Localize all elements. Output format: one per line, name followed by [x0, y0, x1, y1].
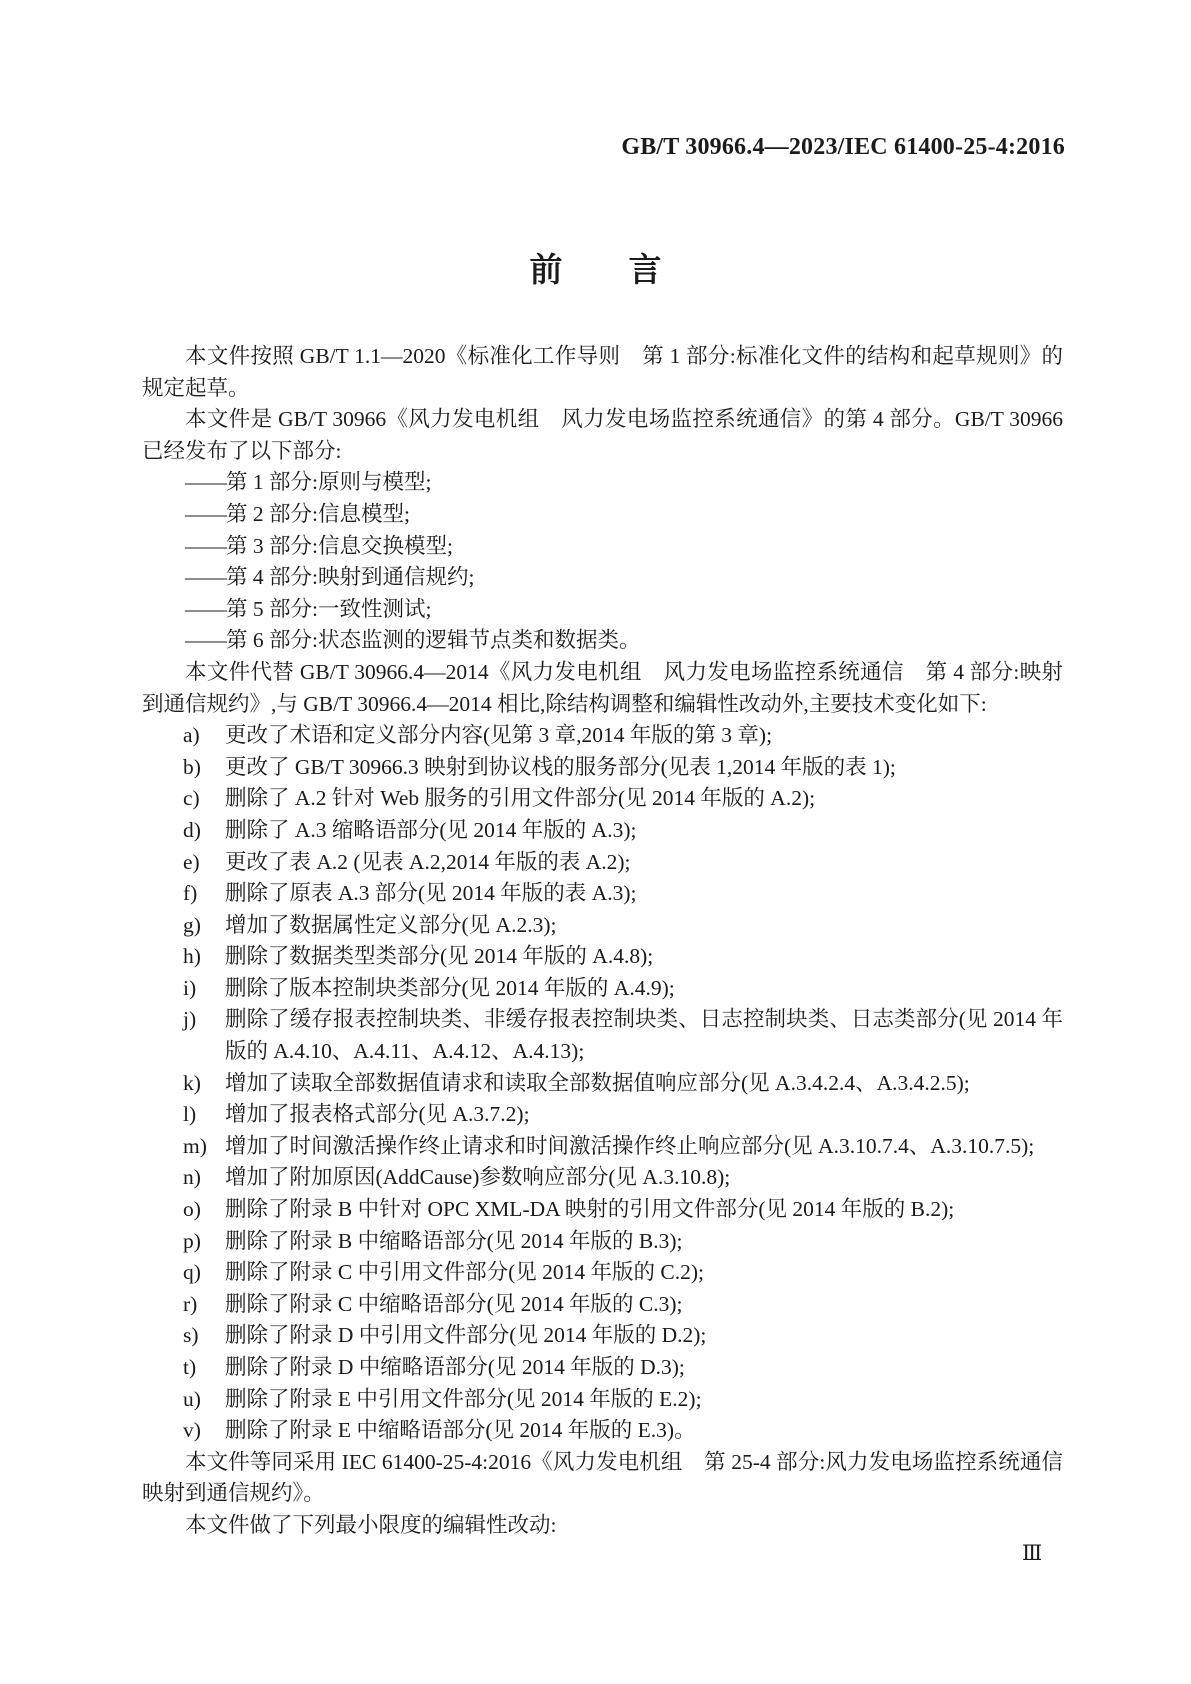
list-item-text: 增加了时间激活操作终止请求和时间激活操作终止响应部分(见 A.3.10.7.4、A.3.10.7.5); — [225, 1133, 1035, 1158]
change-list-item — [142, 847, 1063, 879]
list-item-text: 删除了 A.2 针对 Web 服务的引用文件部分(见 2014 年版的 A.2); — [225, 786, 816, 811]
list-item-text: 第 2 部分:信息模型; — [226, 501, 410, 526]
change-list-item — [142, 1226, 1063, 1258]
change-list-item — [142, 1068, 1063, 1100]
dash-marker: —— — [185, 470, 226, 495]
change-list-item — [142, 941, 1063, 973]
list-item-text: 删除了缓存报表控制块类、非缓存报表控制块类、日志控制块类、日志类部分(见 2014 年版的 A.4.10、A.4.11、A.4.12、A.4.13); — [225, 1007, 1063, 1064]
change-list-item — [142, 1320, 1063, 1352]
foreword-body — [142, 341, 1085, 1542]
change-list-item — [142, 1131, 1063, 1163]
list-item-text: 删除了附录 E 中引用文件部分(见 2014 年版的 E.2); — [225, 1386, 702, 1411]
list-item-text: 删除了版本控制块类部分(见 2014 年版的 A.4.9); — [225, 975, 675, 1000]
item-marker: n) — [183, 1165, 201, 1190]
dash-marker: —— — [185, 628, 226, 653]
item-marker: l) — [183, 1102, 197, 1127]
part-list-item — [142, 467, 1063, 499]
change-list-item — [142, 1194, 1063, 1226]
item-marker: b) — [183, 754, 201, 779]
list-item-text: 增加了报表格式部分(见 A.3.7.2); — [225, 1102, 530, 1127]
list-item-text: 增加了附加原因(AddCause)参数响应部分(见 A.3.10.8); — [225, 1165, 731, 1190]
item-marker: p) — [183, 1228, 201, 1253]
item-marker: u) — [183, 1386, 201, 1411]
change-list-item — [142, 1004, 1063, 1067]
change-list-item — [142, 1162, 1063, 1194]
part-list-item — [142, 499, 1063, 531]
change-list-item — [142, 1384, 1063, 1416]
change-list-item — [142, 1415, 1063, 1447]
item-marker: j) — [183, 1007, 197, 1032]
standard-code-header: GB/T 30966.4—2023/IEC 61400-25-4:2016 — [621, 134, 1065, 160]
list-item-text: 删除了附录 C 中缩略语部分(见 2014 年版的 C.3); — [225, 1291, 683, 1316]
part-list-item — [142, 562, 1063, 594]
change-list-item — [142, 878, 1063, 910]
list-item-text: 第 4 部分:映射到通信规约; — [226, 565, 475, 590]
item-marker: r) — [183, 1291, 198, 1316]
change-list-item — [142, 752, 1063, 784]
list-item-text: 删除了附录 B 中针对 OPC XML-DA 映射的引用文件部分(见 2014 年版的 B.2); — [225, 1197, 955, 1222]
item-marker: i) — [183, 975, 197, 1000]
item-marker: m) — [183, 1133, 207, 1158]
item-marker: g) — [183, 912, 201, 937]
list-item-text: 删除了附录 E 中缩略语部分(见 2014 年版的 E.3)。 — [225, 1418, 696, 1443]
list-item-text: 删除了附录 B 中缩略语部分(见 2014 年版的 B.3); — [225, 1228, 683, 1253]
dash-marker: —— — [185, 501, 226, 526]
item-marker: t) — [183, 1355, 197, 1379]
item-marker: c) — [183, 786, 200, 811]
list-item-text: 删除了数据类型类部分(见 2014 年版的 A.4.8); — [225, 944, 654, 969]
item-marker: q) — [183, 1260, 201, 1285]
item-marker: a) — [183, 723, 200, 748]
foreword-paragraph: 本文件代替 GB/T 30966.4—2014《风力发电机组 风力发电场监控系统通信 第 4 部分:映射到通信规约》,与 GB/T 30966.4—2014 相比,除结构调整和编辑性改动外,主要技术变化如下: — [142, 659, 1063, 716]
dash-marker: —— — [185, 596, 226, 621]
item-marker: s) — [183, 1323, 199, 1348]
foreword-paragraph: 本文件按照 GB/T 1.1—2020《标准化工作导则 第 1 部分:标准化文件的结构和起草规则》的规定起草。 — [142, 344, 1063, 400]
change-list-item — [142, 720, 1063, 752]
list-item-text: 第 3 部分:信息交换模型; — [226, 533, 453, 558]
item-marker: f) — [183, 881, 198, 906]
foreword-paragraph: 本文件做了下列最小限度的编辑性改动: — [185, 1512, 557, 1537]
change-list-item — [142, 1352, 1063, 1384]
part-list-item — [142, 594, 1063, 626]
item-marker: v) — [183, 1418, 201, 1443]
page-title: 前言 — [529, 253, 728, 289]
list-item-text: 删除了附录 D 中缩略语部分(见 2014 年版的 D.3); — [225, 1355, 685, 1379]
foreword-paragraph: 本文件是 GB/T 30966《风力发电机组 风力发电场监控系统通信》的第 4 部分。GB/T 30966 已经发布了以下部分: — [142, 407, 1063, 463]
change-list-item — [142, 1289, 1063, 1321]
change-list-item — [142, 1257, 1063, 1289]
foreword-paragraph: 本文件等同采用 IEC 61400-25-4:2016《风力发电机组 第 25-4 部分:风力发电场监控系统通信 映射到通信规约》。 — [142, 1449, 1085, 1506]
change-list-item — [142, 815, 1063, 847]
change-list-item — [142, 1099, 1063, 1131]
dash-marker: —— — [185, 533, 226, 558]
list-item-text: 更改了术语和定义部分内容(见第 3 章,2014 年版的第 3 章); — [225, 723, 773, 748]
list-item-text: 更改了表 A.2 (见表 A.2,2014 年版的表 A.2); — [225, 849, 631, 874]
item-marker: h) — [183, 944, 201, 969]
list-item-text: 删除了附录 C 中引用文件部分(见 2014 年版的 C.2); — [225, 1260, 704, 1285]
list-item-text: 删除了 A.3 缩略语部分(见 2014 年版的 A.3); — [225, 817, 637, 842]
page-number: Ⅲ — [1022, 1541, 1043, 1565]
list-item-text: 更改了 GB/T 30966.3 映射到协议栈的服务部分(见表 1,2014 年版的表 1); — [225, 754, 896, 779]
item-marker: d) — [183, 817, 201, 842]
part-list-item — [142, 531, 1063, 563]
item-marker: e) — [183, 849, 200, 874]
list-item-text: 删除了原表 A.3 部分(见 2014 年版的表 A.3); — [225, 881, 637, 906]
item-marker: o) — [183, 1197, 201, 1222]
change-list-item — [142, 973, 1063, 1005]
dash-marker: —— — [185, 565, 226, 590]
list-item-text: 第 6 部分:状态监测的逻辑节点类和数据类。 — [226, 628, 641, 653]
list-item-text: 第 1 部分:原则与模型; — [226, 470, 432, 495]
part-list-item — [142, 625, 1063, 657]
list-item-text: 删除了附录 D 中引用文件部分(见 2014 年版的 D.2); — [225, 1323, 707, 1348]
change-list-item — [142, 910, 1063, 942]
item-marker: k) — [183, 1070, 201, 1095]
list-item-text: 第 5 部分:一致性测试; — [226, 596, 432, 621]
change-list-item — [142, 783, 1063, 815]
list-item-text: 增加了数据属性定义部分(见 A.2.3); — [225, 912, 557, 937]
list-item-text: 增加了读取全部数据值请求和读取全部数据值响应部分(见 A.3.4.2.4、A.3.4.2.5); — [225, 1070, 970, 1095]
